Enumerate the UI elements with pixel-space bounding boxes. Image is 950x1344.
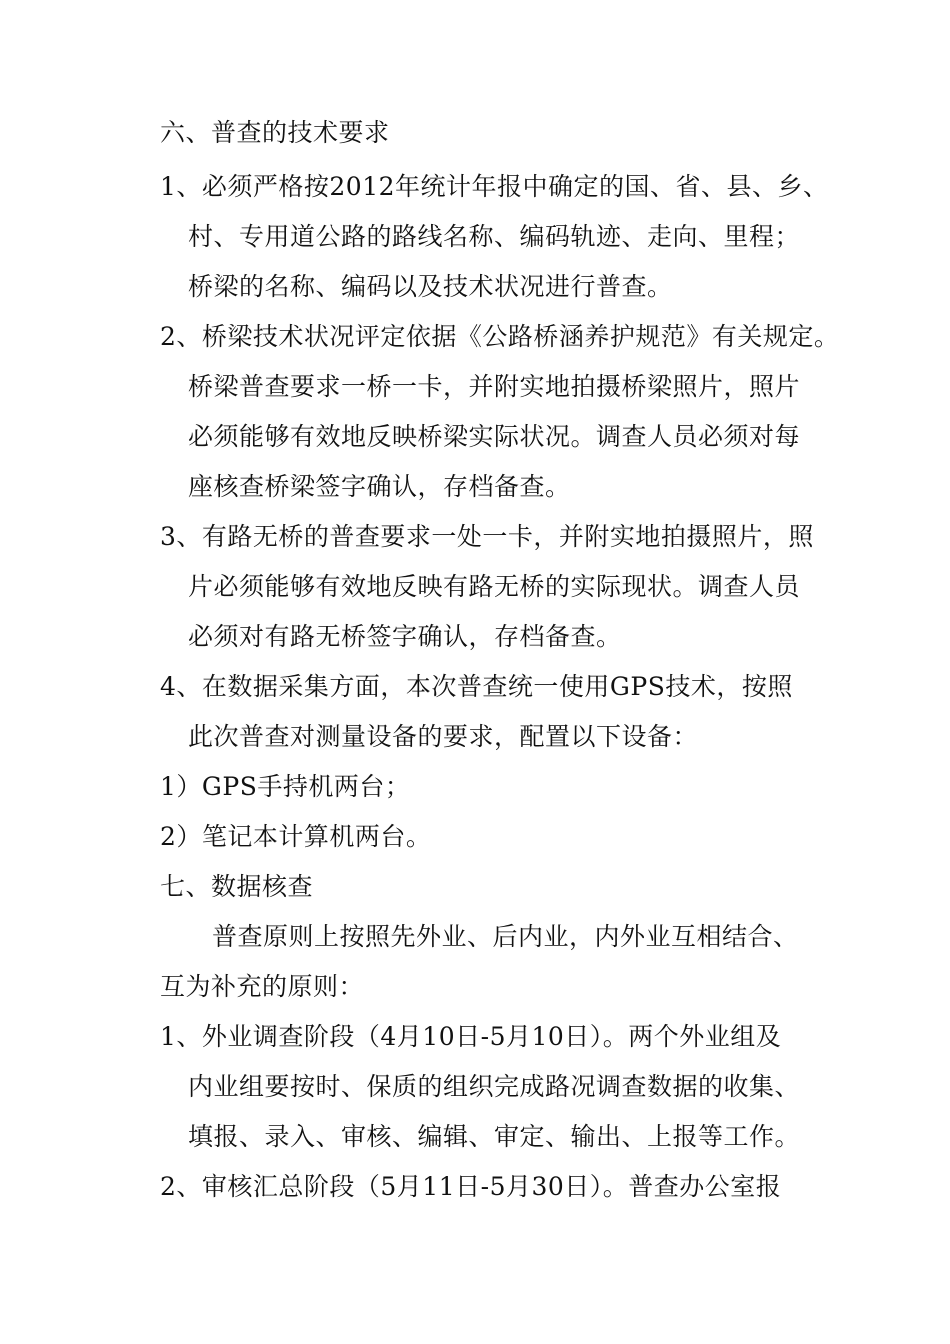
stage-1-line-2: 内业组要按时、保质的组织完成路况调查数据的收集、 xyxy=(188,1072,801,1101)
item-4-line-2: 此次普查对测量设备的要求，配置以下设备： xyxy=(188,722,699,751)
principle-paragraph-line-1: 普查原则上按照先外业、后内业，内外业互相结合、 xyxy=(212,922,799,951)
section-heading-6: 六、普查的技术要求 xyxy=(160,118,390,147)
item-2-line-4: 座核查桥梁签字确认，存档备查。 xyxy=(188,472,571,501)
stage-2-line-1: 2、审核汇总阶段（5月11日-5月30日）。普查办公室报 xyxy=(160,1172,782,1201)
stage-1-line-3: 填报、录入、审核、编辑、审定、输出、上报等工作。 xyxy=(188,1122,801,1151)
principle-paragraph-line-2: 互为补充的原则： xyxy=(160,972,365,1001)
item-3-line-3: 必须对有路无桥签字确认，存档备查。 xyxy=(188,622,622,651)
item-3-line-2: 片必须能够有效地反映有路无桥的实际现状。调查人员 xyxy=(188,572,801,601)
section-heading-7: 七、数据核查 xyxy=(160,872,314,901)
item-1-line-1: 1、必须严格按2012年统计年报中确定的国、省、县、乡、 xyxy=(160,172,829,201)
item-2-line-2: 桥梁普查要求一桥一卡，并附实地拍摄桥梁照片，照片 xyxy=(188,372,801,401)
equipment-item-2: 2）笔记本计算机两台。 xyxy=(160,822,432,851)
item-1-line-3: 桥梁的名称、编码以及技术状况进行普查。 xyxy=(188,272,673,301)
item-3-line-1: 3、有路无桥的普查要求一处一卡，并附实地拍摄照片，照 xyxy=(160,522,814,551)
item-2-line-1: 2、桥梁技术状况评定依据《公路桥涵养护规范》有关规定。 xyxy=(160,322,840,351)
stage-1-line-1: 1、外业调查阶段（4月10日-5月10日）。两个外业组及 xyxy=(160,1022,782,1051)
equipment-item-1: 1）GPS手持机两台； xyxy=(160,772,411,801)
item-2-line-3: 必须能够有效地反映桥梁实际状况。调查人员必须对每 xyxy=(188,422,801,451)
item-1-line-2: 村、专用道公路的路线名称、编码轨迹、走向、里程； xyxy=(188,222,801,251)
item-4-line-1: 4、在数据采集方面，本次普查统一使用GPS技术，按照 xyxy=(160,672,793,701)
